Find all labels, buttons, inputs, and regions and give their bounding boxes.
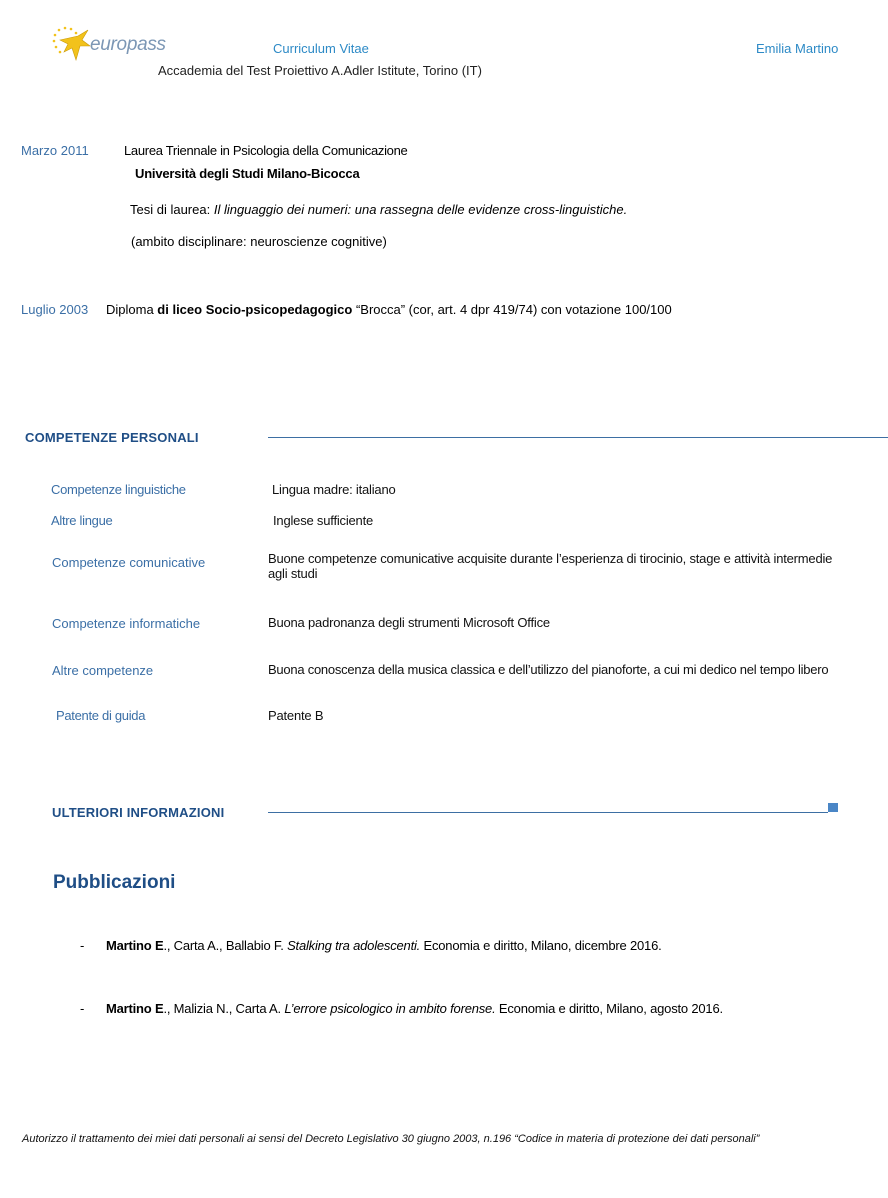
cv-title: Curriculum Vitae (273, 41, 369, 56)
thesis-prefix: Tesi di laurea: (130, 202, 214, 217)
education-diploma (106, 302, 672, 317)
europass-star-figure-icon (52, 26, 92, 66)
section-divider (268, 437, 888, 438)
education-title: Laurea Triennale in Psicologia della Comunicazione (124, 143, 408, 158)
section-divider (268, 812, 828, 813)
publication-item (106, 1001, 723, 1016)
section-title-ulteriori: ULTERIORI INFORMAZIONI (52, 805, 225, 820)
education-thesis (130, 202, 627, 217)
diploma-school: di liceo Socio-psicopedagogico (157, 302, 353, 317)
education-institution: Università degli Studi Milano-Bicocca (135, 166, 360, 181)
thesis-title: Il linguaggio dei numeri: una rassegna delle evidenze cross-linguistiche. (213, 202, 628, 217)
publication-title: Stalking tra adolescenti. (287, 938, 421, 953)
education-field: (ambito disciplinare: neuroscienze cognitive) (131, 234, 387, 249)
skill-value: Buona conoscenza della musica classica e dell’utilizzo del pianoforte, a cui mi dedico nel tempo libero (268, 662, 829, 677)
publication-coauthors: ., Malizia N., Carta A. (163, 1001, 285, 1016)
publication-details: Economia e diritto, Milano, dicembre 2016. (420, 938, 662, 953)
skill-label: Patente di guida (56, 708, 146, 723)
publication-title: L’errore psicologico in ambito forense. (284, 1001, 496, 1016)
publication-item (106, 938, 662, 953)
education-date: Luglio 2003 (21, 302, 89, 317)
publications-heading: Pubblicazioni (53, 872, 176, 893)
publication-coauthors: ., Carta A., Ballabio F. (163, 938, 288, 953)
skill-value: Buone competenze comunicative acquisite durante l’esperienza di tirocinio, stage e attività intermedie agli studi (268, 551, 833, 581)
skill-value: Patente B (268, 708, 324, 723)
skill-label: Competenze informatiche (52, 616, 201, 631)
section-title-competenze: COMPETENZE PERSONALI (25, 430, 199, 445)
skill-value: Buona padronanza degli strumenti Microsoft Office (268, 615, 550, 630)
europass-logo (52, 26, 182, 66)
skill-label: Altre competenze (52, 663, 154, 678)
privacy-consent-footer: Autorizzo il trattamento dei miei dati personali ai sensi del Decreto Legislativo 30 giugno 2003, n.196 “Codice in materia di protezione dei dati personali” (22, 1133, 760, 1145)
skill-label: Competenze comunicative (52, 555, 206, 570)
diploma-prefix: Diploma (106, 302, 158, 317)
cv-subtitle: Accademia del Test Proiettivo A.Adler Istitute, Torino (IT) (158, 63, 482, 78)
skill-value: Lingua madre: italiano (272, 482, 396, 497)
cv-person-name: Emilia Martino (756, 41, 839, 56)
skill-label: Altre lingue (51, 513, 113, 528)
list-dash: - (80, 938, 85, 953)
skill-value: Inglese sufficiente (273, 513, 374, 528)
list-dash: - (80, 1001, 85, 1016)
publication-details: Economia e diritto, Milano, agosto 2016. (495, 1001, 723, 1016)
section-marker (828, 803, 838, 812)
publication-author: Martino E (106, 938, 164, 953)
skill-label: Competenze linguistiche (51, 482, 186, 497)
education-date: Marzo 2011 (21, 143, 89, 158)
europass-wordmark: europass (90, 34, 166, 55)
diploma-details: “Brocca” (cor, art. 4 dpr 419/74) con votazione 100/100 (352, 302, 672, 317)
publication-author: Martino E (106, 1001, 164, 1016)
